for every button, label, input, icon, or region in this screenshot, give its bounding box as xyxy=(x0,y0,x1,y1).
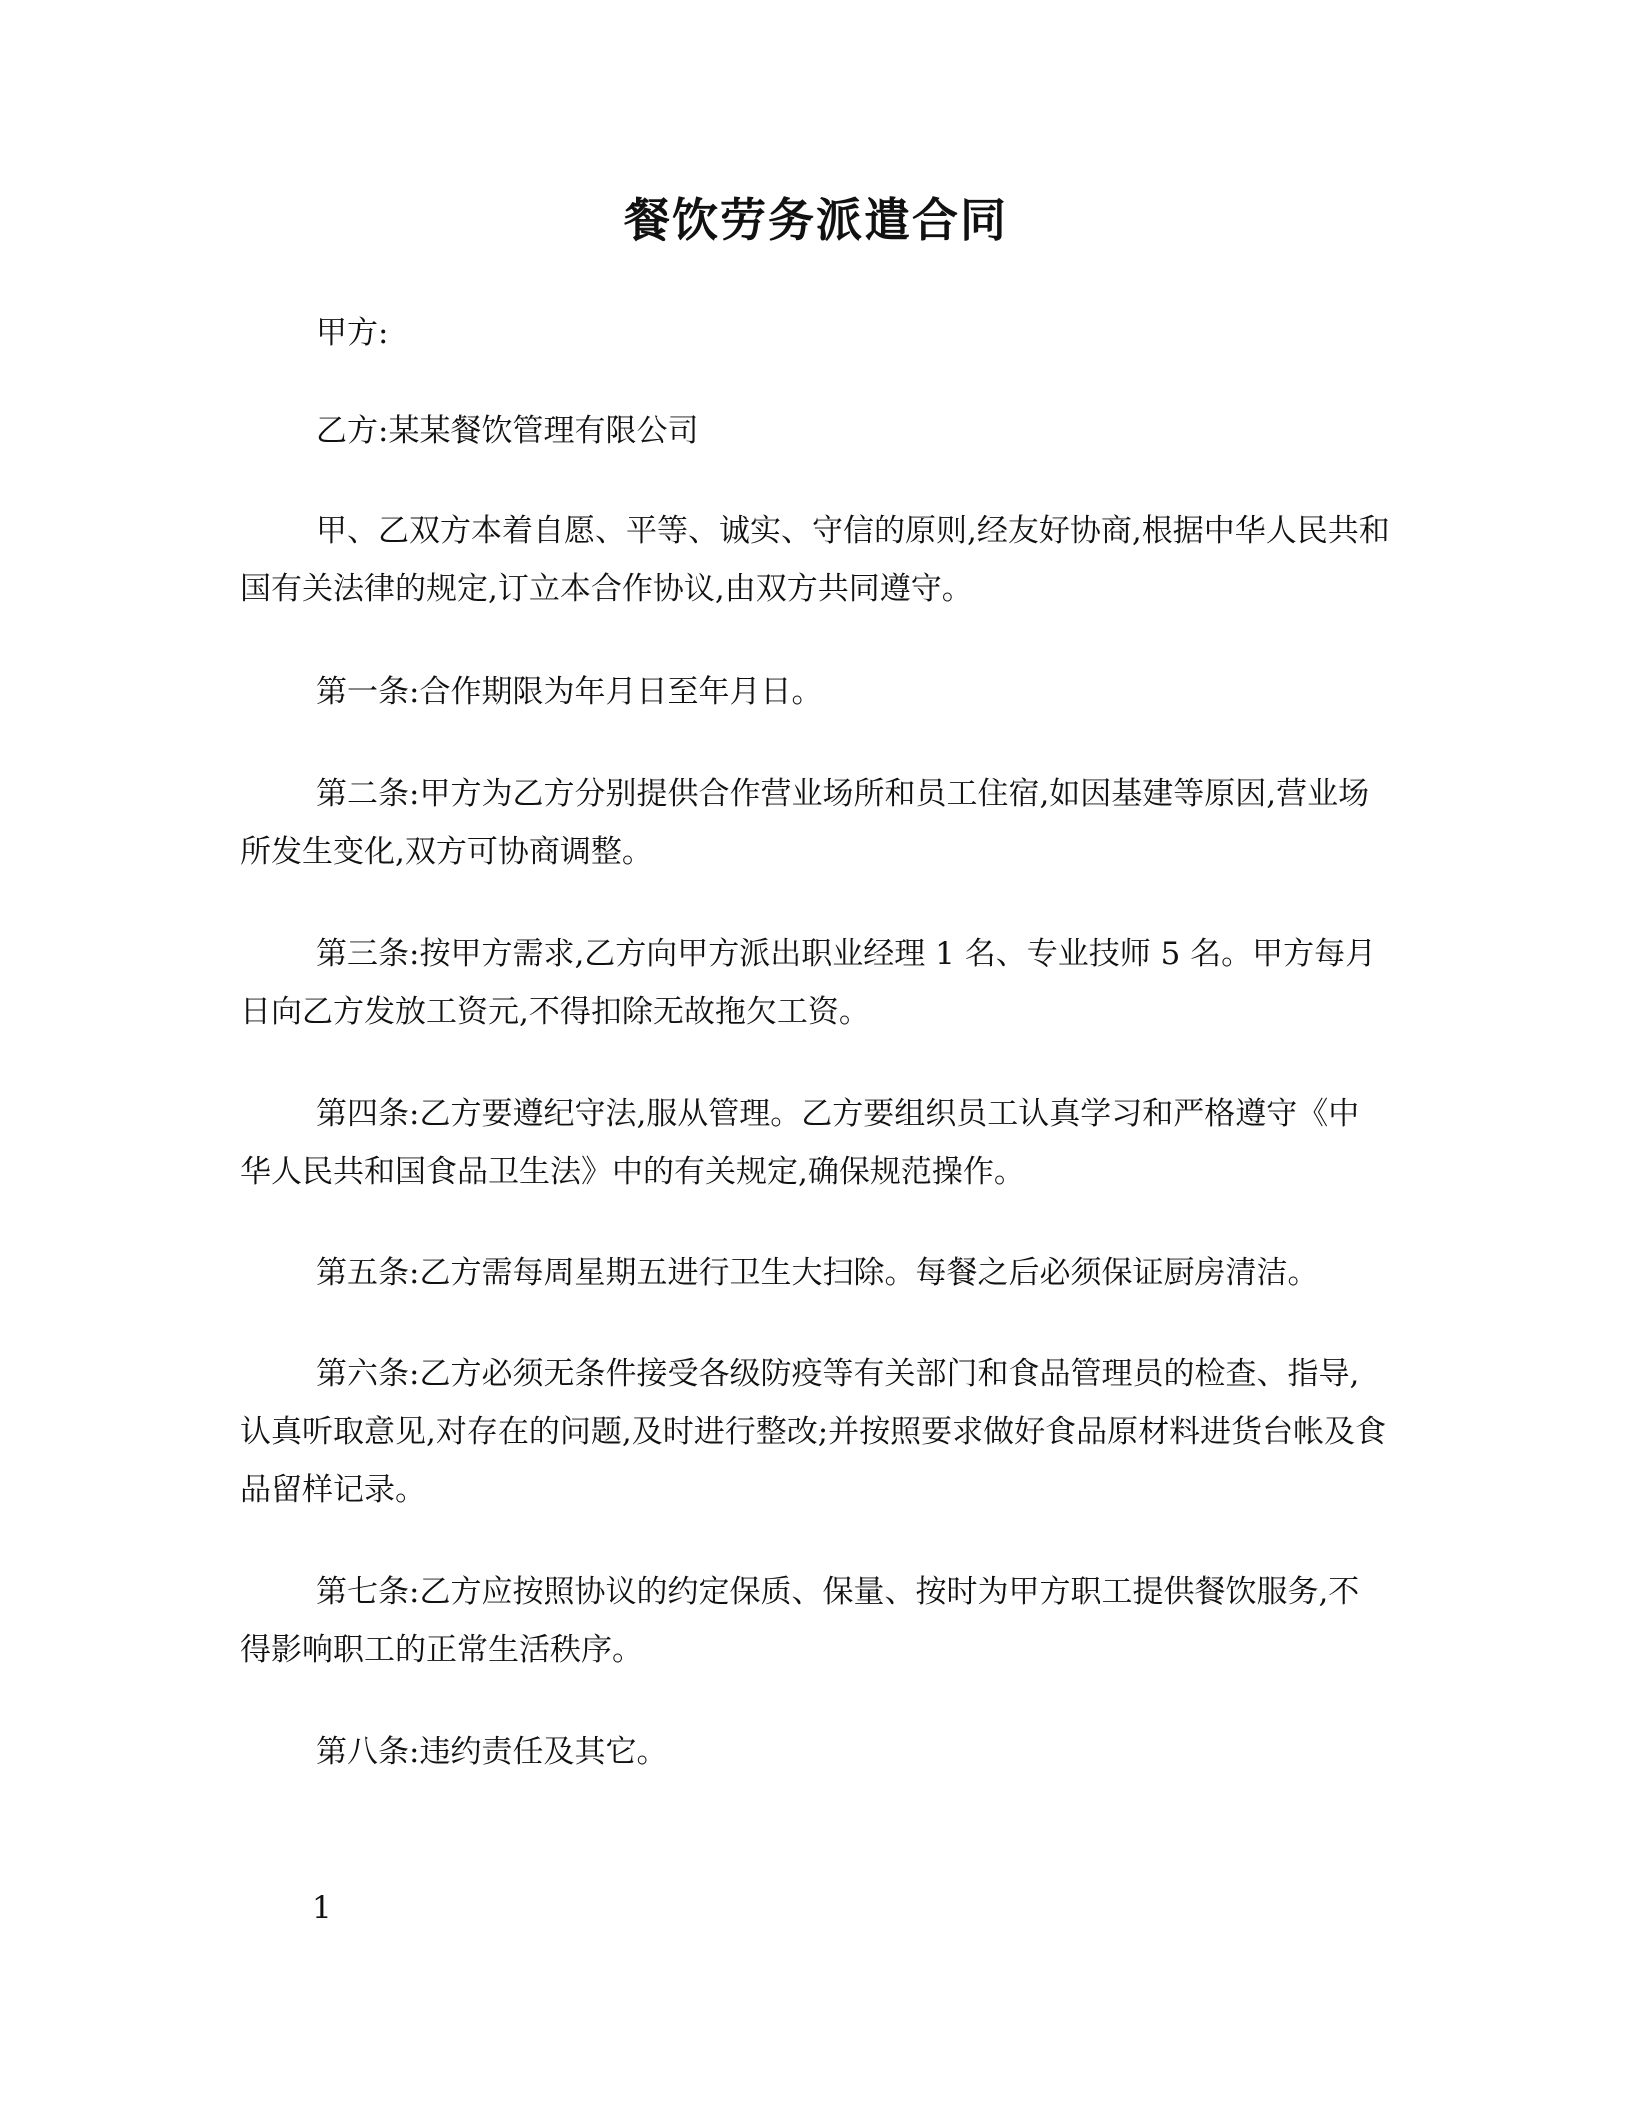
document-title: 餐饮劳务派遣合同 xyxy=(624,193,1008,247)
article-2: 第二条:甲方为乙方分别提供合作营业场所和员工住宿,如因基建等原因,营业场所发生变化,双方可协商调整。 xyxy=(240,776,1370,870)
article-4: 第四条:乙方要遵纪守法,服从管理。乙方要组织员工认真学习和严格遵守《中华人民共和国食品卫生法》中的有关规定,确保规范操作。 xyxy=(240,1096,1360,1190)
page-number: 1 xyxy=(312,1890,332,1926)
article-1: 第一条:合作期限为年月日至年月日。 xyxy=(316,674,823,710)
preamble-paragraph: 甲、乙双方本着自愿、平等、诚实、守信的原则,经友好协商,根据中华人民共和国有关法律的规定,订立本合作协议,由双方共同遵守。 xyxy=(240,513,1390,607)
party-a-line: 甲方: xyxy=(316,315,389,351)
article-5: 第五条:乙方需每周星期五进行卫生大扫除。每餐之后必须保证厨房清洁。 xyxy=(316,1255,1319,1291)
party-b-line: 乙方:某某餐饮管理有限公司 xyxy=(316,413,699,449)
article-8: 第八条:违约责任及其它。 xyxy=(316,1734,668,1770)
article-3: 第三条:按甲方需求,乙方向甲方派出职业经理 1 名、专业技师 5 名。甲方每月日向乙方发放工资元,不得扣除无故拖欠工资。 xyxy=(240,936,1377,1030)
article-6: 第六条:乙方必须无条件接受各级防疫等有关部门和食品管理员的检查、指导,认真听取意见,对存在的问题,及时进行整改;并按照要求做好食品原材料进货台帐及食品留样记录。 xyxy=(240,1356,1387,1508)
article-7: 第七条:乙方应按照协议的约定保质、保量、按时为甲方职工提供餐饮服务,不得影响职工的正常生活秩序。 xyxy=(240,1574,1360,1668)
